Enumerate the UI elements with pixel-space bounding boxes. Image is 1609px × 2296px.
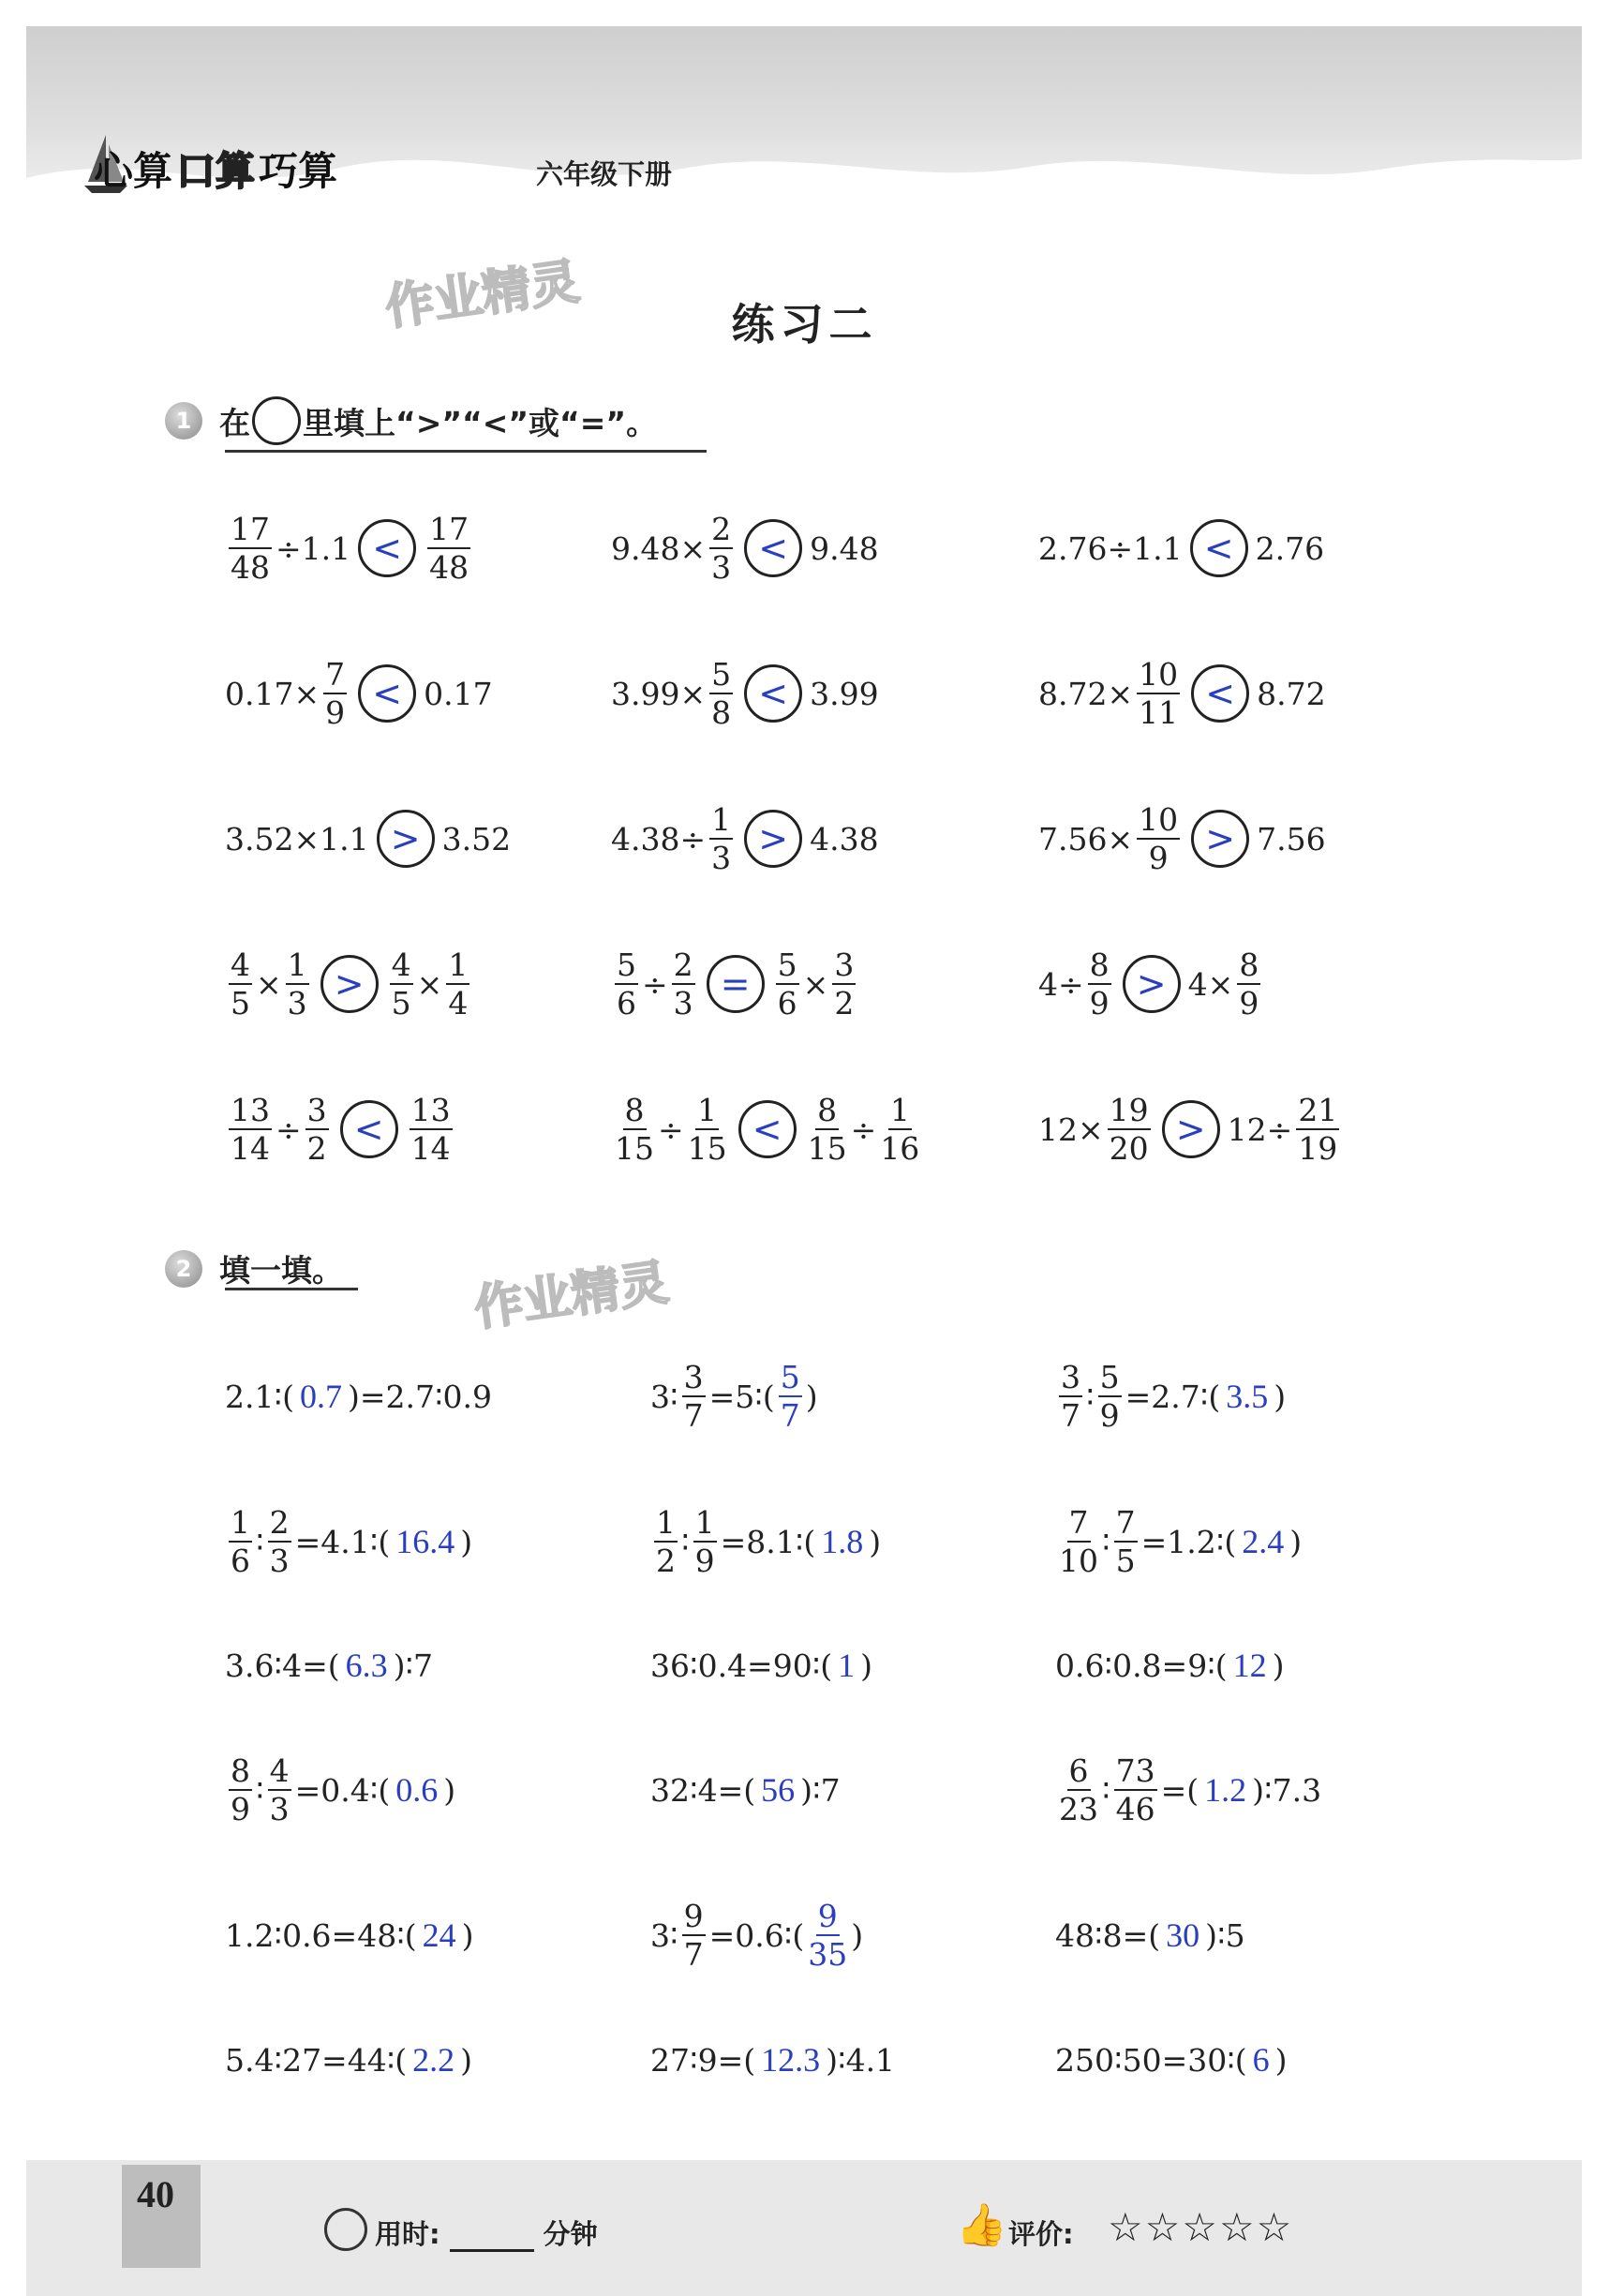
numerator: 19 xyxy=(1109,1092,1149,1128)
expr-text: ∶ xyxy=(1086,1378,1095,1415)
numerator: 1 xyxy=(448,947,469,983)
time-field xyxy=(375,2214,598,2252)
expr-text: 27∶9=( xyxy=(650,2041,756,2079)
fraction xyxy=(832,949,856,1019)
fraction xyxy=(1296,1092,1339,1167)
denominator: 46 xyxy=(1115,1791,1155,1827)
numerator: 17 xyxy=(429,511,469,547)
rating-label: 评价: xyxy=(1008,2218,1074,2250)
fraction xyxy=(682,1359,706,1434)
denominator: 9 xyxy=(1239,985,1259,1021)
numerator: 1 xyxy=(694,1504,715,1541)
fraction xyxy=(1059,1359,1082,1434)
fraction xyxy=(1098,1359,1122,1434)
expr-text: ) xyxy=(461,1916,474,1954)
fraction xyxy=(615,1092,654,1167)
denominator: 16 xyxy=(880,1130,920,1167)
fraction xyxy=(1108,1092,1151,1167)
blank-circle-icon xyxy=(252,396,301,445)
comparison-item xyxy=(1038,656,1326,731)
fraction xyxy=(323,656,347,731)
expr-text: ∶ xyxy=(1102,1771,1110,1809)
comparison-item xyxy=(1038,949,1264,1019)
expr-text: 5.4∶27=44∶( xyxy=(225,2041,408,2079)
fraction xyxy=(268,1752,291,1827)
expr-text: 4.38 xyxy=(810,820,879,857)
ratio-item xyxy=(1055,1916,1245,1955)
fraction xyxy=(1114,1504,1138,1579)
expr-text: 8.72× xyxy=(1038,675,1134,712)
numerator: 21 xyxy=(1298,1092,1338,1128)
stopwatch-icon xyxy=(324,2208,367,2251)
ratio-item xyxy=(1055,2040,1288,2080)
ratio-item xyxy=(1055,1359,1287,1434)
fraction xyxy=(687,1092,727,1167)
comparison-answer-circle: > xyxy=(744,810,802,868)
fraction xyxy=(268,1504,291,1579)
fraction xyxy=(1137,656,1180,731)
numerator: 5 xyxy=(780,1359,800,1395)
fraction xyxy=(776,949,799,1019)
answer-value: 0.6 xyxy=(395,1771,439,1809)
expr-text: 4× xyxy=(1187,965,1234,1003)
numerator: 5 xyxy=(1099,1359,1120,1395)
expr-text: ) xyxy=(1274,2041,1288,2079)
comparison-answer-circle: > xyxy=(1191,810,1249,868)
expr-text: ÷ xyxy=(642,965,668,1003)
denominator: 15 xyxy=(687,1130,727,1167)
fraction xyxy=(229,1504,252,1579)
expr-text: =0.4∶( xyxy=(294,1771,391,1809)
ratio-item xyxy=(650,1770,841,1810)
watermark: 作业精灵 xyxy=(381,253,583,337)
expr-text: =1.2∶( xyxy=(1140,1523,1237,1560)
answer-value: 0.7 xyxy=(299,1378,342,1415)
answer-value: 1.8 xyxy=(821,1523,864,1560)
fraction xyxy=(672,949,695,1019)
expr-text: ) xyxy=(869,1523,882,1560)
expr-text: ÷1.1 xyxy=(276,529,351,567)
fraction xyxy=(390,949,413,1019)
denominator: 4 xyxy=(448,985,469,1021)
answer-value: 1.2 xyxy=(1204,1771,1247,1809)
denominator: 9 xyxy=(325,694,346,731)
comparison-answer-circle: < xyxy=(1190,519,1248,577)
ratio-item xyxy=(1055,1752,1322,1827)
answer-value: 6.3 xyxy=(345,1647,388,1684)
comparison-answer-circle: < xyxy=(340,1100,398,1158)
numerator: 6 xyxy=(1068,1752,1089,1789)
denominator: 48 xyxy=(231,549,270,586)
numerator: 4 xyxy=(269,1752,290,1789)
expr-text: 12÷ xyxy=(1227,1111,1293,1148)
fraction xyxy=(1088,949,1111,1019)
denominator: 35 xyxy=(808,1936,848,1973)
expr-text: 3.52 xyxy=(441,820,512,857)
numerator: 73 xyxy=(1115,1752,1155,1789)
denominator: 6 xyxy=(231,1543,250,1579)
time-blank[interactable] xyxy=(450,2249,534,2252)
expr-text: ÷ xyxy=(850,1111,877,1148)
expr-text: 3.6∶4=( xyxy=(225,1647,340,1684)
fraction xyxy=(709,656,733,731)
watermark: 作业精灵 xyxy=(470,1254,672,1338)
numerator: 9 xyxy=(817,1898,838,1934)
comparison-answer-circle: > xyxy=(377,810,435,868)
comparison-item xyxy=(611,511,879,586)
expr-text: 250∶50=30∶( xyxy=(1055,2041,1247,2079)
fraction xyxy=(807,1092,847,1167)
denominator: 7 xyxy=(1061,1397,1080,1434)
comparison-answer-circle: > xyxy=(320,955,379,1013)
numerator: 10 xyxy=(1139,801,1179,838)
numerator: 7 xyxy=(1068,1504,1089,1541)
denominator: 3 xyxy=(269,1543,290,1579)
instruction-text: 在 xyxy=(219,404,250,441)
comparison-item xyxy=(225,656,493,731)
ratio-item xyxy=(650,1898,864,1973)
answer-fraction xyxy=(808,1898,848,1973)
expr-text: )∶5 xyxy=(1205,1916,1245,1954)
comparison-answer-circle: > xyxy=(1123,955,1181,1013)
page-number: 40 xyxy=(137,2173,174,2215)
numerator: 5 xyxy=(711,656,732,693)
fraction xyxy=(229,949,252,1019)
numerator: 8 xyxy=(1089,947,1110,983)
denominator: 14 xyxy=(410,1130,451,1167)
numerator: 8 xyxy=(1239,947,1259,983)
numerator: 1 xyxy=(711,801,732,838)
expr-text: )∶7.3 xyxy=(1252,1771,1322,1809)
page-title: 练习二 xyxy=(731,299,878,350)
expr-text: ) xyxy=(1274,1378,1287,1415)
numerator: 1 xyxy=(697,1092,718,1128)
denominator: 7 xyxy=(683,1936,704,1973)
comparison-item xyxy=(1038,801,1326,876)
ratio-item xyxy=(650,1504,882,1579)
expr-text: )=2.7∶0.9 xyxy=(347,1378,493,1415)
fraction xyxy=(1237,949,1260,1019)
denominator: 3 xyxy=(711,840,732,876)
comparison-answer-circle: < xyxy=(1191,664,1249,723)
expr-text: 9.48× xyxy=(611,529,707,567)
instruction-text: 里填上“>”“<”或“=”。 xyxy=(303,404,658,441)
comparison-item xyxy=(225,1092,456,1167)
ratio-item xyxy=(225,2040,472,2080)
fraction xyxy=(229,1752,252,1827)
footer-band xyxy=(26,2160,1582,2296)
thumbs-up-icon: 👍 xyxy=(956,2201,1007,2249)
expr-text: 3.99× xyxy=(611,675,707,712)
expr-text: ∶ xyxy=(1102,1523,1110,1560)
book-title-part: 口算 xyxy=(176,148,256,194)
denominator: 11 xyxy=(1139,694,1179,731)
expr-text: 48∶8=( xyxy=(1055,1916,1161,1954)
numerator: 9 xyxy=(683,1898,704,1934)
expr-text: 0.17× xyxy=(225,675,320,712)
denominator: 48 xyxy=(429,549,469,586)
expr-text: 12× xyxy=(1038,1111,1104,1148)
numerator: 8 xyxy=(624,1092,645,1128)
expr-text: =0.6∶( xyxy=(708,1916,805,1954)
comparison-answer-circle: < xyxy=(744,519,802,577)
comparison-answer-circle: < xyxy=(358,519,416,577)
denominator: 7 xyxy=(780,1397,800,1434)
expr-text: × xyxy=(416,965,443,1003)
fraction xyxy=(229,1092,272,1167)
expr-text: 32∶4=( xyxy=(650,1771,756,1809)
expr-text: 3∶ xyxy=(650,1916,678,1954)
expr-text: ) xyxy=(851,1916,864,1954)
fraction xyxy=(880,1092,920,1167)
comparison-item xyxy=(611,656,879,731)
numerator: 1 xyxy=(889,1092,910,1128)
numerator: 3 xyxy=(834,947,855,983)
answer-value: 12.3 xyxy=(761,2041,821,2079)
denominator: 5 xyxy=(391,985,411,1021)
expr-text: ) xyxy=(1272,1647,1285,1684)
expr-text: 2.76÷1.1 xyxy=(1038,529,1183,567)
expr-text: × xyxy=(256,965,282,1003)
denominator: 3 xyxy=(287,985,307,1021)
expr-text: =8.1∶( xyxy=(720,1523,816,1560)
expr-text: )∶7 xyxy=(800,1771,841,1809)
numerator: 2 xyxy=(673,947,693,983)
expr-text: ∶ xyxy=(681,1523,690,1560)
fraction xyxy=(1137,801,1180,876)
denominator: 2 xyxy=(306,1130,327,1167)
denominator: 9 xyxy=(1148,840,1169,876)
instruction-text: 填一填。 xyxy=(219,1252,343,1289)
comparison-item xyxy=(611,1092,923,1167)
denominator: 5 xyxy=(231,985,250,1021)
expr-text: 0.17 xyxy=(424,675,493,712)
expr-text: × xyxy=(802,965,829,1003)
expr-text: ) xyxy=(443,1771,456,1809)
numerator: 1 xyxy=(287,947,307,983)
answer-value: 30 xyxy=(1166,1916,1200,1954)
denominator: 3 xyxy=(269,1791,290,1827)
section2-heading xyxy=(165,1246,343,1290)
expr-text: 7.56 xyxy=(1257,820,1326,857)
comparison-answer-circle: < xyxy=(358,664,416,723)
comparison-answer-circle: < xyxy=(744,664,802,723)
expr-text: ∶ xyxy=(256,1771,264,1809)
section-number-badge: 2 xyxy=(165,1250,202,1288)
fraction xyxy=(305,1092,329,1167)
fraction xyxy=(709,801,733,876)
denominator: 2 xyxy=(834,985,855,1021)
numerator: 17 xyxy=(231,511,270,547)
expr-text: ) xyxy=(460,2041,473,2079)
expr-text: 2.76 xyxy=(1255,529,1325,567)
numerator: 13 xyxy=(231,1092,270,1128)
fraction xyxy=(693,1504,717,1579)
book-title-part: 心算 xyxy=(94,148,173,194)
denominator: 8 xyxy=(711,694,732,731)
answer-value: 56 xyxy=(761,1771,796,1809)
denominator: 6 xyxy=(777,985,797,1021)
denominator: 15 xyxy=(615,1130,654,1167)
numerator: 1 xyxy=(656,1504,676,1541)
denominator: 20 xyxy=(1109,1130,1149,1167)
fraction xyxy=(1059,1504,1098,1579)
expr-text: 9.48 xyxy=(810,529,879,567)
denominator: 9 xyxy=(231,1791,250,1827)
section1-heading xyxy=(165,396,657,445)
fraction xyxy=(654,1504,678,1579)
expr-text: 4÷ xyxy=(1038,965,1084,1003)
comparison-answer-circle: < xyxy=(738,1100,797,1158)
numerator: 1 xyxy=(231,1504,250,1541)
expr-text: 3∶ xyxy=(650,1378,678,1415)
numerator: 2 xyxy=(711,511,732,547)
answer-value: 3.5 xyxy=(1226,1378,1269,1415)
book-title xyxy=(94,141,337,197)
numerator: 3 xyxy=(683,1359,704,1395)
denominator: 15 xyxy=(807,1130,847,1167)
answer-fraction xyxy=(779,1359,802,1434)
grade-label: 六年级下册 xyxy=(536,158,673,190)
denominator: 9 xyxy=(694,1543,715,1579)
denominator: 10 xyxy=(1059,1543,1098,1579)
comparison-item xyxy=(225,511,474,586)
numerator: 3 xyxy=(1061,1359,1080,1395)
expr-text: 36∶0.4=90∶( xyxy=(650,1647,833,1684)
numerator: 13 xyxy=(410,1092,451,1128)
ratio-item xyxy=(225,1504,473,1579)
ratio-item xyxy=(225,1646,433,1685)
expr-text: ÷ xyxy=(658,1111,684,1148)
ratio-item xyxy=(650,2040,895,2080)
expr-text: =5∶( xyxy=(708,1378,775,1415)
fraction xyxy=(286,949,309,1019)
fraction xyxy=(410,1092,453,1167)
expr-text: ∶ xyxy=(256,1523,264,1560)
numerator: 8 xyxy=(817,1092,838,1128)
fraction xyxy=(229,511,272,586)
numerator: 4 xyxy=(231,947,250,983)
denominator: 7 xyxy=(683,1397,704,1434)
expr-text: ÷ xyxy=(276,1111,302,1148)
expr-text: 1.2∶0.6=48∶( xyxy=(225,1916,417,1954)
answer-value: 16.4 xyxy=(395,1523,455,1560)
ratio-item xyxy=(225,1752,456,1827)
ratio-item xyxy=(650,1359,818,1434)
expr-text: 3.99 xyxy=(810,675,879,712)
fraction xyxy=(427,511,470,586)
numerator: 4 xyxy=(391,947,411,983)
answer-value: 24 xyxy=(422,1916,456,1954)
numerator: 8 xyxy=(231,1752,250,1789)
ratio-item xyxy=(225,1377,492,1416)
ratio-item xyxy=(1055,1504,1303,1579)
numerator: 10 xyxy=(1139,656,1179,693)
expr-text: ) xyxy=(1289,1523,1303,1560)
fraction xyxy=(446,949,469,1019)
denominator: 3 xyxy=(673,985,693,1021)
expr-text: =4.1∶( xyxy=(294,1523,391,1560)
fraction xyxy=(1114,1752,1157,1827)
denominator: 23 xyxy=(1059,1791,1098,1827)
time-unit: 分钟 xyxy=(543,2218,598,2250)
answer-value: 6 xyxy=(1252,2041,1270,2079)
expr-text: 3.52×1.1 xyxy=(225,820,369,857)
book-title-part: 巧算 xyxy=(259,148,338,194)
section-number-badge: 1 xyxy=(165,402,202,440)
comparison-item xyxy=(1038,519,1324,577)
comparison-item xyxy=(225,810,511,868)
numerator: 5 xyxy=(617,947,636,983)
expr-text: 8.72 xyxy=(1257,675,1326,712)
comparison-item xyxy=(611,801,879,876)
expr-text: =( xyxy=(1160,1771,1199,1809)
numerator: 7 xyxy=(325,656,346,693)
numerator: 7 xyxy=(1115,1504,1136,1541)
rating-stars[interactable]: ☆☆☆☆☆ xyxy=(1108,2204,1294,2250)
expr-text: )∶7 xyxy=(393,1647,434,1684)
denominator: 14 xyxy=(231,1130,270,1167)
expr-text: ) xyxy=(860,1647,873,1684)
numerator: 5 xyxy=(777,947,797,983)
answer-value: 2.2 xyxy=(412,2041,455,2079)
denominator: 5 xyxy=(1115,1543,1136,1579)
expr-text: ) xyxy=(460,1523,473,1560)
expr-text: ) xyxy=(805,1378,818,1415)
expr-text: 0.6∶0.8=9∶( xyxy=(1055,1647,1228,1684)
numerator: 2 xyxy=(269,1504,290,1541)
ratio-item xyxy=(225,1916,474,1955)
expr-text: 7.56× xyxy=(1038,820,1134,857)
heading-underline xyxy=(225,450,707,453)
fraction xyxy=(615,949,638,1019)
comparison-answer-circle: = xyxy=(707,955,765,1013)
time-label: 用时: xyxy=(375,2218,440,2250)
expr-text: 4.38÷ xyxy=(611,820,707,857)
comparison-item xyxy=(225,949,473,1019)
expr-text: 2.1∶( xyxy=(225,1378,294,1415)
ratio-item xyxy=(650,1646,872,1685)
denominator: 9 xyxy=(1089,985,1110,1021)
answer-value: 1 xyxy=(838,1647,856,1684)
heading-underline xyxy=(225,1288,358,1290)
denominator: 2 xyxy=(656,1543,676,1579)
denominator: 6 xyxy=(617,985,636,1021)
ratio-item xyxy=(1055,1646,1285,1685)
fraction xyxy=(1059,1752,1098,1827)
comparison-item xyxy=(1038,1092,1343,1167)
answer-value: 2.4 xyxy=(1242,1523,1285,1560)
numerator: 3 xyxy=(306,1092,327,1128)
comparison-item xyxy=(611,949,859,1019)
expr-text: )∶4.1 xyxy=(826,2041,896,2079)
fraction xyxy=(709,511,733,586)
denominator: 19 xyxy=(1298,1130,1338,1167)
denominator: 9 xyxy=(1099,1397,1120,1434)
denominator: 3 xyxy=(711,549,732,586)
answer-value: 12 xyxy=(1232,1647,1267,1684)
fraction xyxy=(682,1898,706,1973)
expr-text: =2.7∶( xyxy=(1125,1378,1221,1415)
comparison-answer-circle: > xyxy=(1162,1100,1220,1158)
